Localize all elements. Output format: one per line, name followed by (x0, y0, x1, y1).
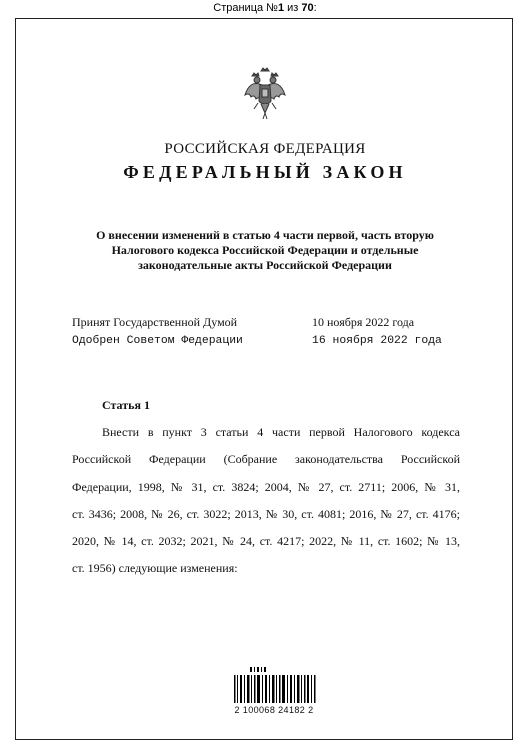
law-type-title: ФЕДЕРАЛЬНЫЙ ЗАКОН (123, 162, 407, 182)
barcode (228, 667, 320, 719)
article-text-line: Внести в пункт 3 статьи 4 части первой Налогового кодекса (102, 425, 460, 439)
article-text-line: 2020, № 14, ст. 2032; 2021, № 24, ст. 4217; 2022, № 11, ст. 1602; № 13, (72, 534, 460, 548)
article-text-line: ст. 3436; 2008, № 26, ст. 3022; 2013, № 30, ст. 4081; 2016, № 27, ст. 4176; (72, 507, 460, 521)
country-name: РОССИЙСКАЯ ФЕДЕРАЦИЯ (164, 141, 366, 157)
adoption-date: 10 ноября 2022 года (312, 315, 415, 329)
barcode-icon (228, 667, 320, 705)
adoption-label: Принят Государственной Думой (72, 315, 238, 329)
barcode-number: 2 100068 24182 2 (234, 705, 314, 715)
law-subject-line: О внесении изменений в статью 4 части первой, часть вторую (96, 228, 434, 242)
law-subject-line: Налогового кодекса Российской Федерации и отдельные (111, 243, 419, 257)
adoption-date: 16 ноября 2022 года (312, 335, 442, 347)
coat-of-arms-icon (242, 67, 288, 123)
document-page (15, 18, 513, 740)
page-counter-of: из (284, 2, 302, 14)
current-page-number: 1 (277, 2, 285, 14)
law-subject (76, 228, 454, 273)
adoption-label: Одобрен Советом Федерации (72, 335, 243, 347)
article-text-line: Российской Федерации (Собрание законодательства Российской (72, 452, 460, 466)
total-pages-number: 70 (301, 2, 314, 14)
law-subject-line: законодательные акты Российской Федерации (138, 258, 392, 272)
page-counter-prefix: Страница № (213, 2, 278, 14)
article-text-line: Федерации, 1998, № 31, ст. 3824; 2004, № 27, ст. 2711; 2006, № 31, (72, 480, 460, 494)
article-heading: Статья 1 (102, 398, 150, 412)
article-text-line: ст. 1956) следующие изменения: (72, 561, 238, 575)
page-counter-suffix: : (313, 2, 317, 14)
page-counter (0, 0, 530, 16)
